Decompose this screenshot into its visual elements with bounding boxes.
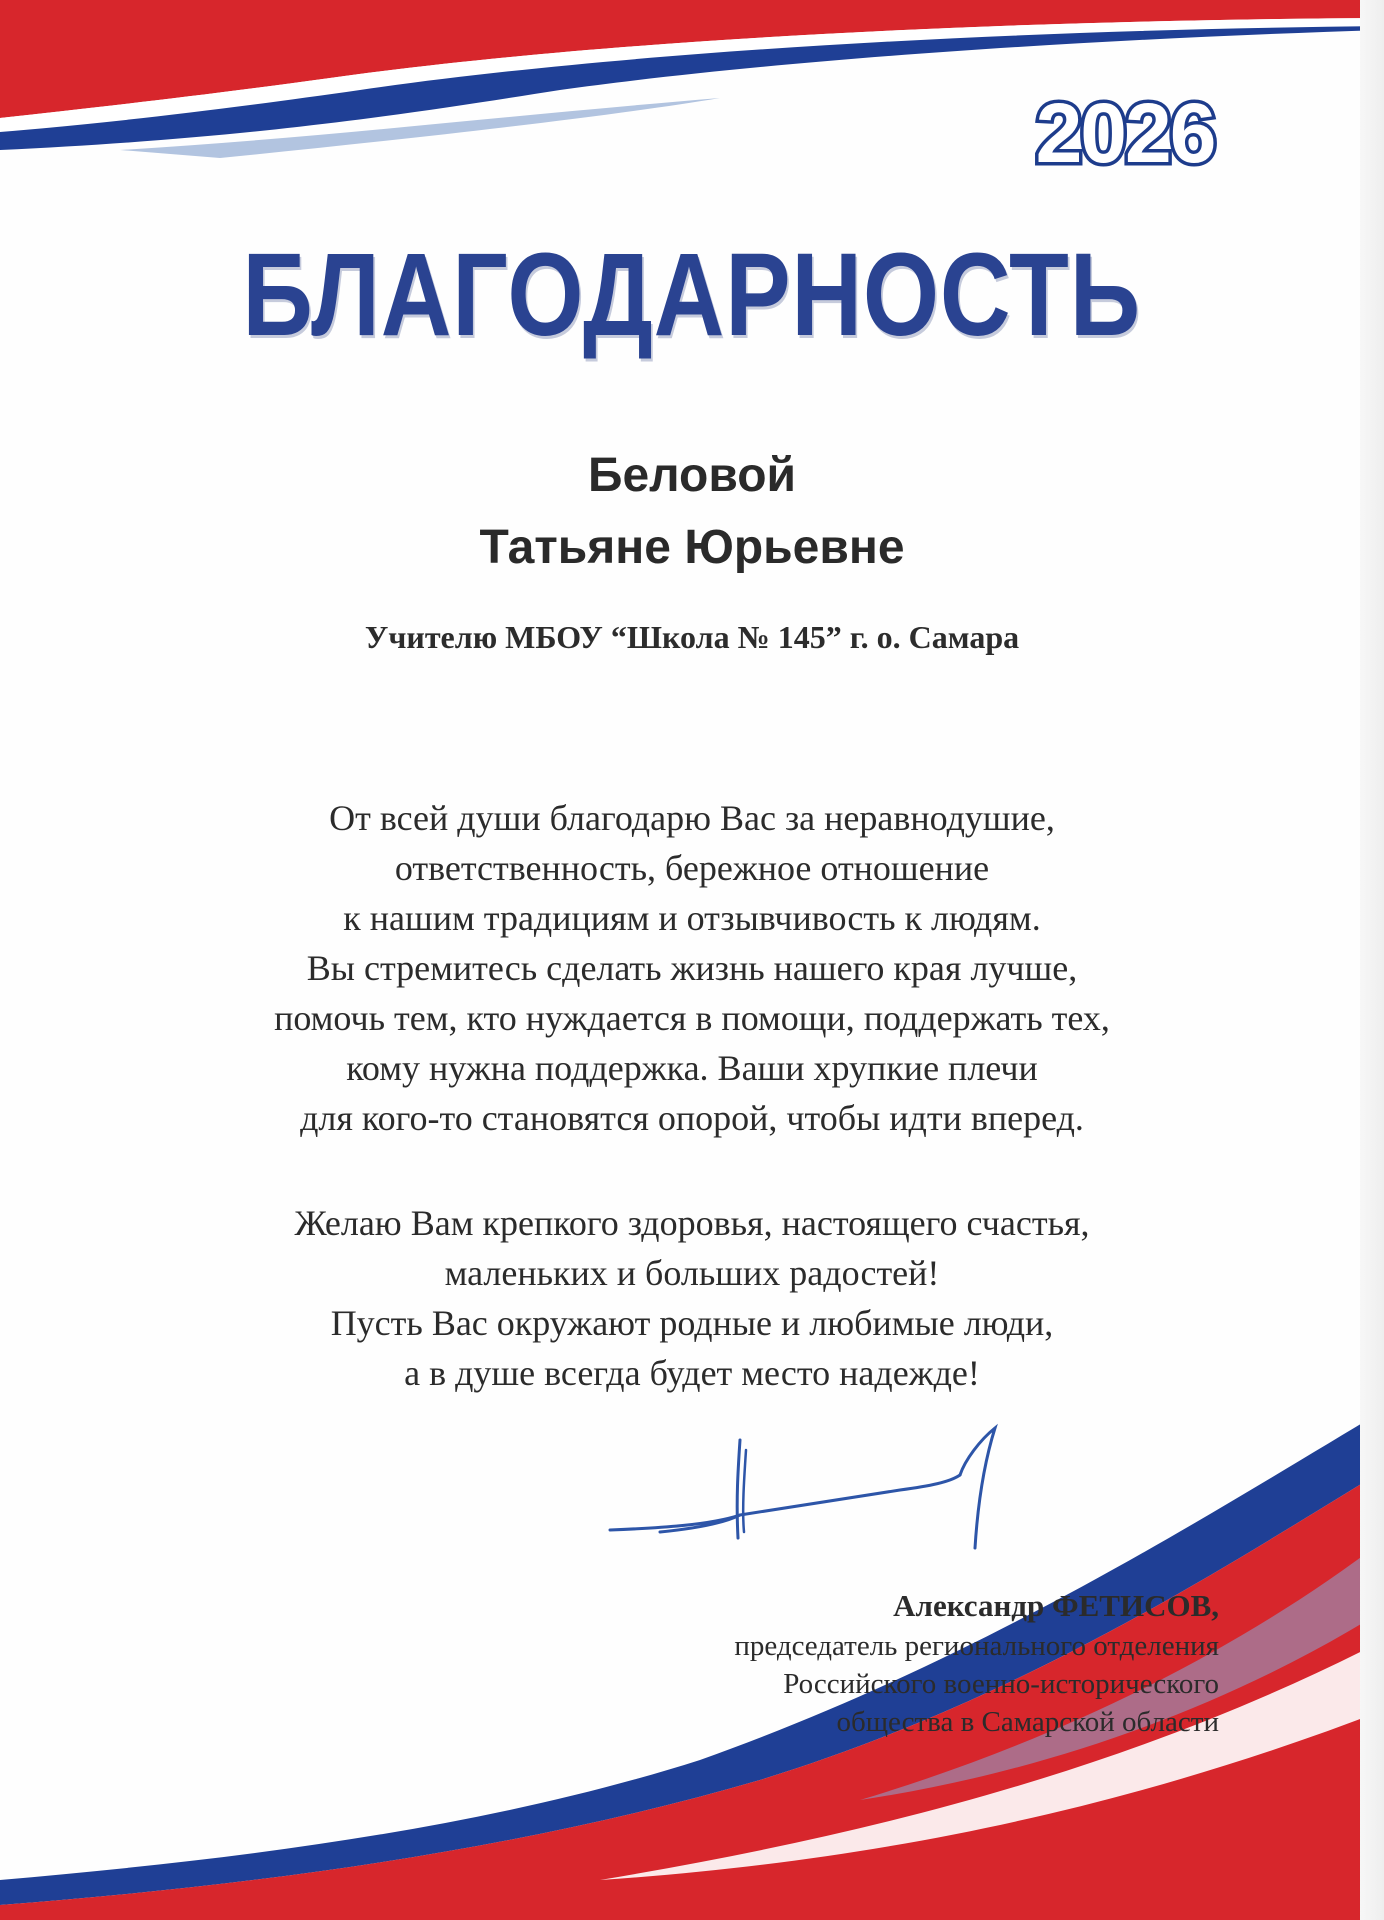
year-logo-text: 2026 <box>1035 86 1215 180</box>
paragraph-line: Желаю Вам крепкого здоровья, настоящего счастья, <box>294 1203 1090 1243</box>
recipient-name <box>0 440 1384 584</box>
paragraph-line: Пусть Вас окружают родные и любимые люди, <box>330 1303 1054 1343</box>
paragraph-line: для кого-то становятся опорой, чтобы идти вперед. <box>300 1098 1084 1138</box>
signer-block <box>734 1585 1219 1741</box>
signer-title-line: председатель регионального отделения <box>734 1630 1219 1662</box>
recipient-surname: Беловой <box>587 449 797 502</box>
signer-title-line: общества в Самарской области <box>836 1706 1219 1738</box>
recipient-given-names: Татьяне Юрьевне <box>479 521 905 574</box>
paragraph-line: к нашим традициям и отзывчивость к людям. <box>343 898 1041 938</box>
paragraph-line: помочь тем, кто нуждается в помощи, поддержать тех, <box>274 998 1110 1038</box>
paragraph-line: маленьких и больших радостей! <box>444 1253 940 1293</box>
year-logo <box>1005 88 1245 178</box>
signer-name: Александр ФЕТИСОВ, <box>893 1588 1219 1623</box>
recipient-position: Учителю МБОУ “Школа № 145” г. о. Самара <box>364 619 1020 655</box>
wishes-paragraph <box>0 1198 1384 1398</box>
paragraph-line: От всей души благодарю Вас за неравнодушие, <box>329 798 1055 838</box>
gratitude-paragraph <box>0 793 1384 1143</box>
signer-title-line: Российского военно-исторического <box>783 1668 1219 1700</box>
certificate-title: БЛАГОДАРНОСТЬ <box>242 229 1141 361</box>
paragraph-line: ответственность, бережное отношение <box>394 848 990 888</box>
paragraph-line: кому нужна поддержка. Ваши хрупкие плечи <box>346 1048 1038 1088</box>
handwritten-signature <box>600 1420 1060 1560</box>
paragraph-line: а в душе всегда будет место надежде! <box>404 1353 980 1393</box>
scan-edge-shadow <box>1360 0 1384 1920</box>
paragraph-line: Вы стремитесь сделать жизнь нашего края лучше, <box>306 948 1078 988</box>
